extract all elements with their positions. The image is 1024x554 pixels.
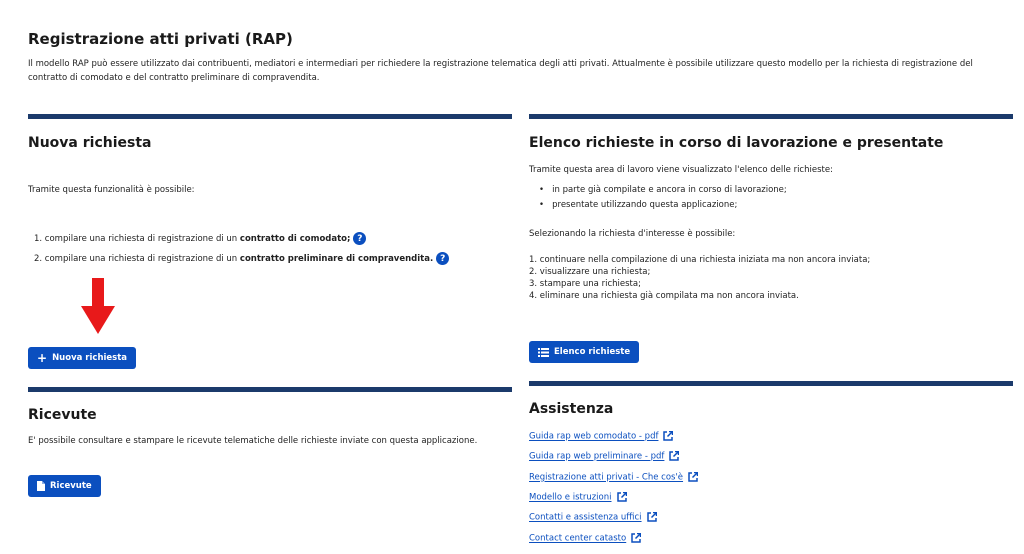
elenco-lead: Tramite questa area di lavoro viene visualizzato l'elenco delle richieste: bbox=[529, 165, 833, 175]
elenco-richieste-button[interactable] bbox=[529, 341, 639, 363]
external-link-icon bbox=[688, 472, 698, 482]
nuova-richiesta-panel bbox=[28, 114, 512, 374]
external-link-icon bbox=[631, 533, 641, 543]
ricevute-text: E' possibile consultare e stampare le ricevute telematiche delle richieste inviate con questa applicazione. bbox=[28, 436, 478, 446]
help-icon[interactable]: ? bbox=[436, 252, 449, 265]
nuova-item-2-text: 2. compilare una richiesta di registrazione di un bbox=[34, 254, 240, 264]
nuova-richiesta-button-label: Nuova richiesta bbox=[52, 353, 128, 363]
link-guida-preliminare[interactable]: Guida rap web preliminare - pdf bbox=[529, 451, 679, 462]
nuova-item-1-text: 1. compilare una richiesta di registrazione di un bbox=[34, 234, 240, 244]
link-registrazione-atti[interactable]: Registrazione atti privati - Che cos'è bbox=[529, 472, 698, 483]
nuova-item-2 bbox=[34, 252, 449, 265]
ricevute-title: Ricevute bbox=[28, 407, 97, 423]
list-item: • presentate utilizzando questa applicazione; bbox=[539, 200, 738, 210]
panel-bar bbox=[529, 114, 1013, 119]
ricevute-button-label: Ricevute bbox=[50, 481, 92, 491]
elenco-richieste-title: Elenco richieste in corso di lavorazione e presentate bbox=[529, 135, 944, 151]
panel-bar bbox=[28, 114, 512, 119]
elenco-richieste-panel bbox=[529, 114, 1013, 374]
elenco-bullets bbox=[539, 184, 787, 211]
external-link-icon bbox=[669, 451, 679, 461]
list-item: 2. visualizzare una richiesta; bbox=[529, 267, 651, 277]
help-icon[interactable]: ? bbox=[353, 232, 366, 245]
nuova-richiesta-button[interactable] bbox=[28, 347, 136, 369]
external-link-icon bbox=[663, 431, 673, 441]
document-icon bbox=[37, 481, 45, 491]
elenco-richieste-button-label: Elenco richieste bbox=[554, 347, 631, 357]
external-link-icon bbox=[647, 512, 657, 522]
assistenza-panel bbox=[529, 381, 1013, 551]
page-intro: Il modello RAP può essere utilizzato dai contribuenti, mediatori e intermediari per richiedere la registrazione telematica degli atti privati. Attualmente è possibile utilizzare questo modello per la richiesta di registrazione del contratto di comodato e del contratto preliminare di compravendita. bbox=[28, 59, 973, 83]
red-arrow-icon bbox=[81, 278, 115, 336]
list-item: 1. continuare nella compilazione di una richiesta iniziata ma non ancora inviata; bbox=[529, 255, 871, 265]
list-icon bbox=[538, 348, 549, 357]
nuova-item-1 bbox=[34, 232, 366, 245]
link-contatti-uffici[interactable]: Contatti e assistenza uffici bbox=[529, 512, 657, 523]
nuova-richiesta-title: Nuova richiesta bbox=[28, 135, 152, 151]
list-item: • in parte già compilate e ancora in corso di lavorazione; bbox=[539, 185, 787, 195]
assistenza-title: Assistenza bbox=[529, 401, 614, 417]
ricevute-panel bbox=[28, 387, 512, 507]
panel-bar bbox=[28, 387, 512, 392]
page-title: Registrazione atti privati (RAP) bbox=[28, 30, 293, 48]
link-guida-comodato[interactable]: Guida rap web comodato - pdf bbox=[529, 431, 673, 442]
list-item: 3. stampare una richiesta; bbox=[529, 279, 641, 289]
nuova-item-1-bold: contratto di comodato; bbox=[239, 234, 351, 244]
elenco-lead-2: Selezionando la richiesta d'interesse è possibile: bbox=[529, 229, 736, 239]
external-link-icon bbox=[617, 492, 627, 502]
nuova-richiesta-lead: Tramite questa funzionalità è possibile: bbox=[28, 185, 195, 195]
list-item: 4. eliminare una richiesta già compilata ma non ancora inviata. bbox=[529, 291, 799, 301]
elenco-steps bbox=[529, 254, 870, 302]
link-modello-istruzioni[interactable]: Modello e istruzioni bbox=[529, 492, 627, 503]
nuova-item-2-bold: contratto preliminare di compravendita. bbox=[239, 254, 434, 264]
plus-icon: + bbox=[37, 351, 48, 365]
assistenza-links bbox=[529, 381, 1013, 551]
link-contact-center[interactable]: Contact center catasto bbox=[529, 533, 641, 544]
ricevute-button[interactable] bbox=[28, 475, 101, 497]
